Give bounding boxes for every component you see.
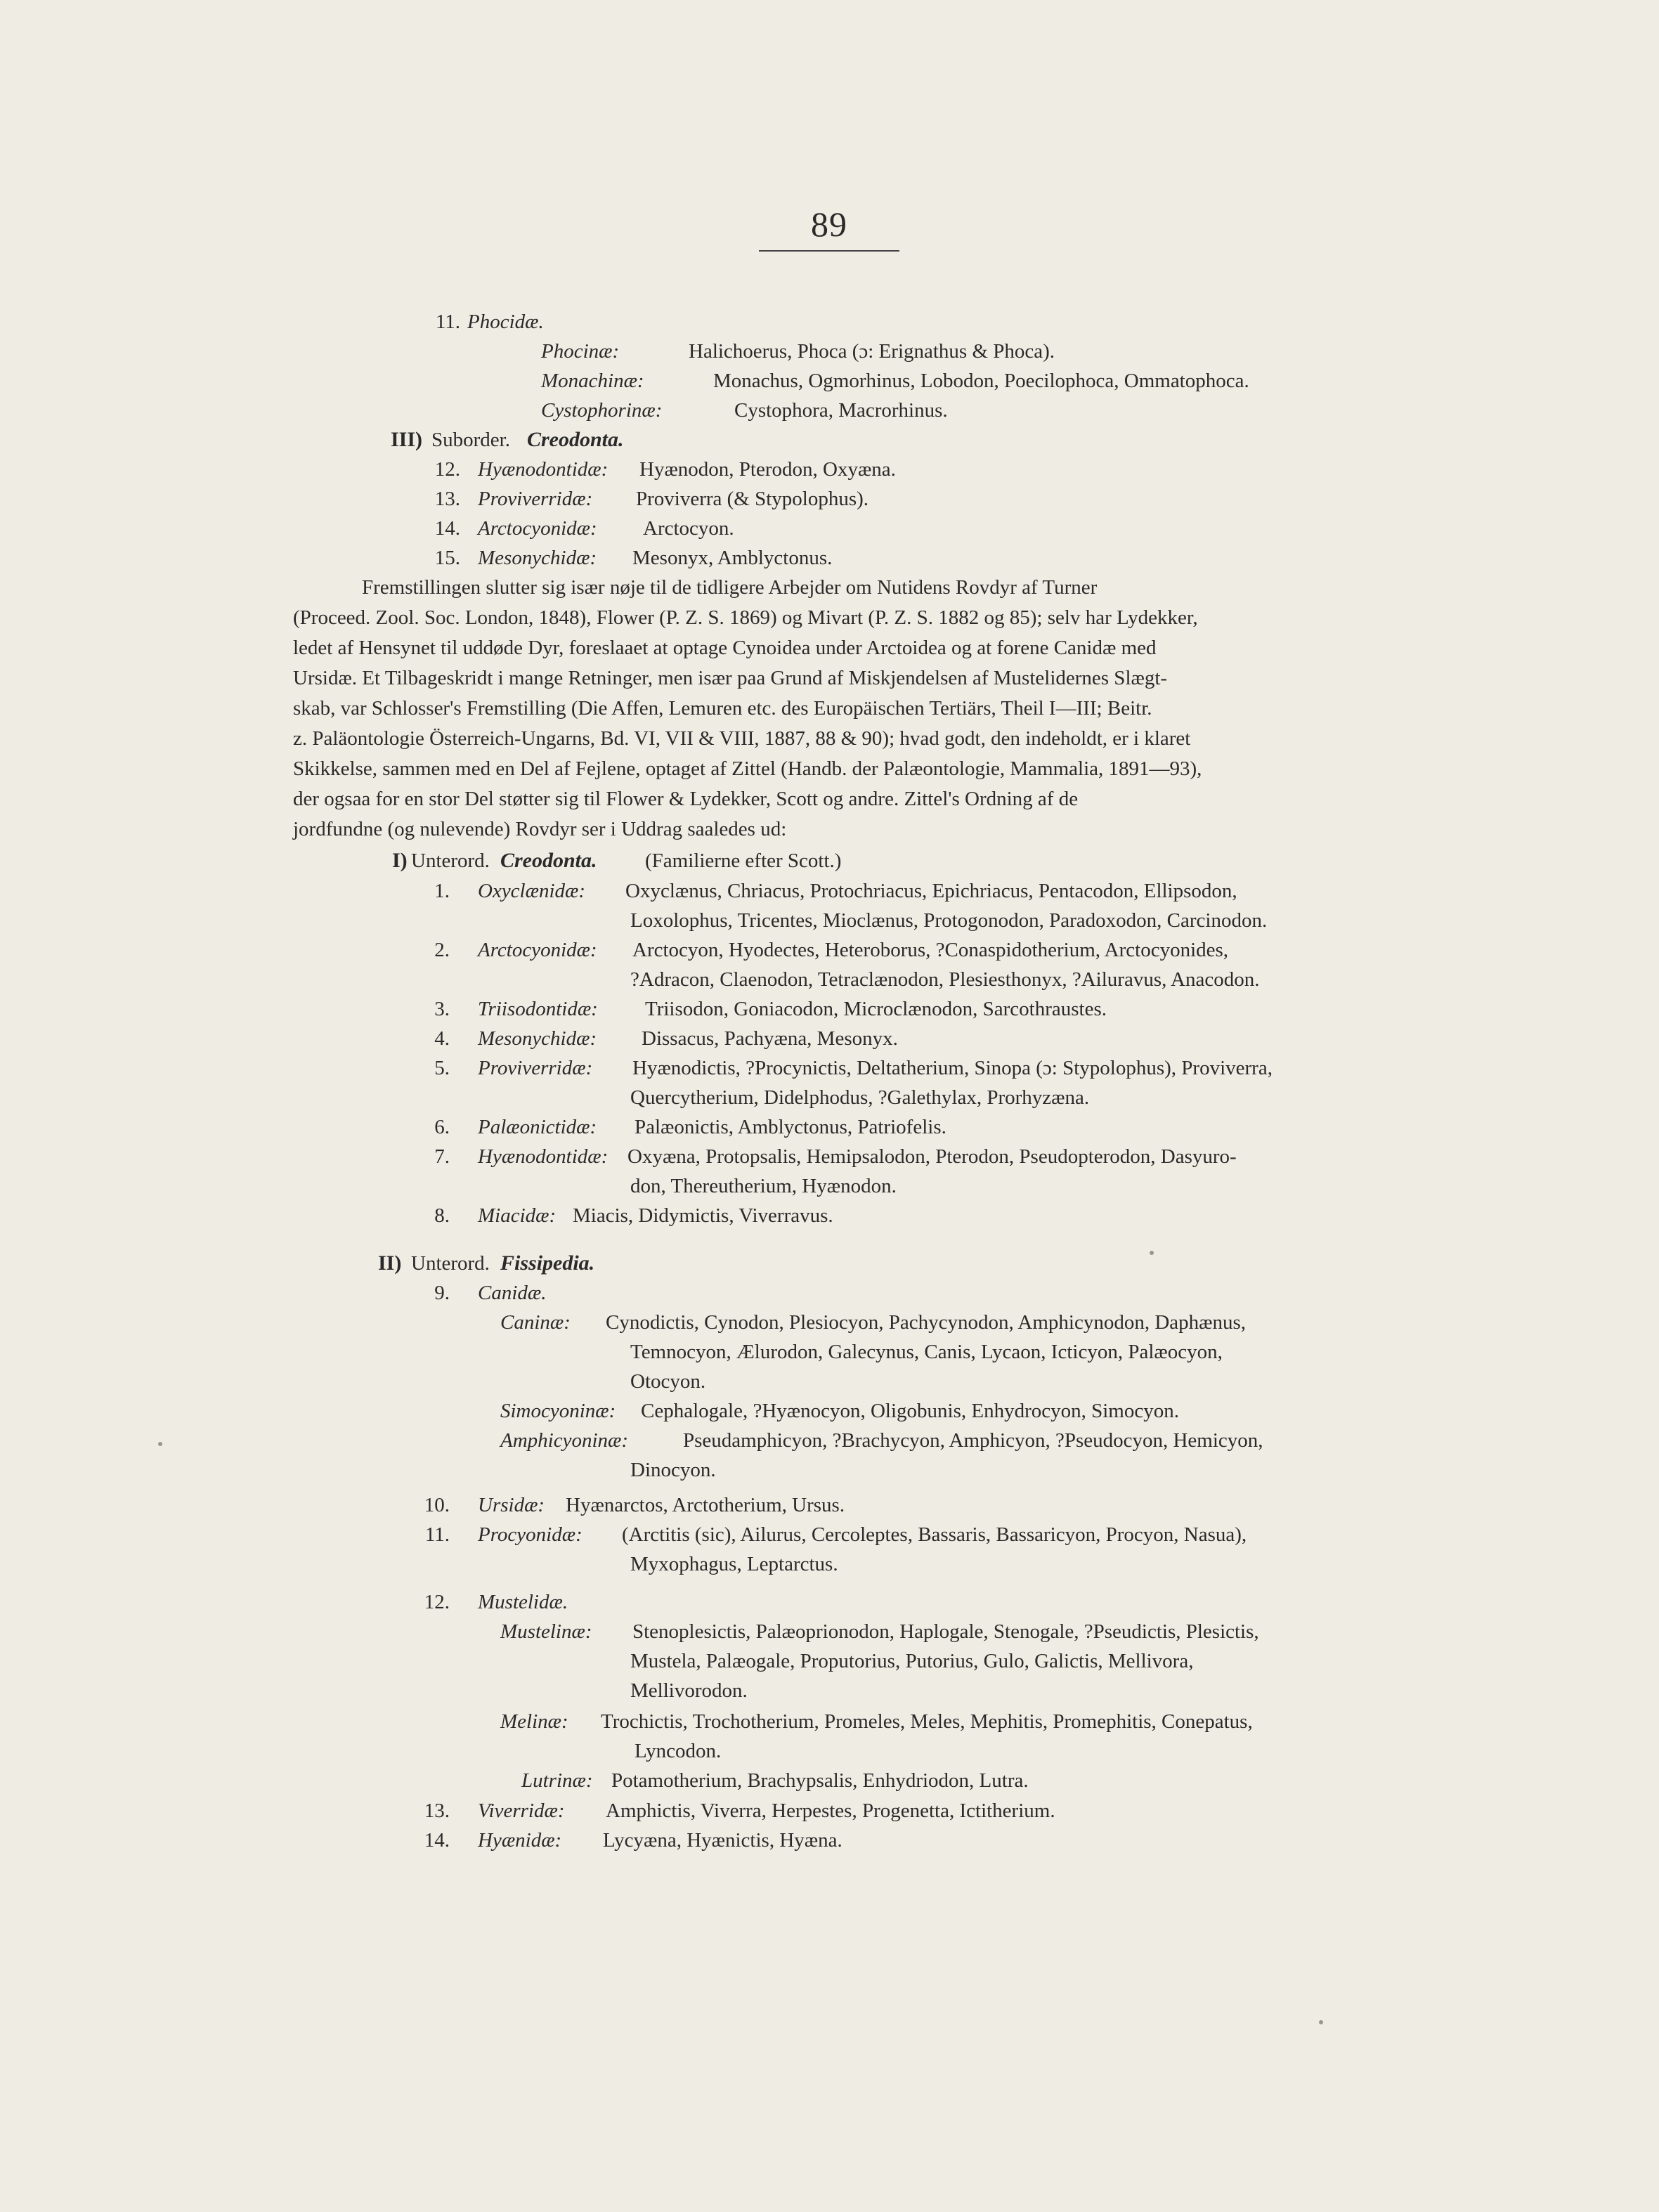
family-name: Mesonychidæ: xyxy=(478,547,597,569)
item-number: 6. xyxy=(434,1116,450,1138)
item-number: 3. xyxy=(434,998,450,1020)
genera-line: Cynodictis, Cynodon, Plesiocyon, Pachycynodon, Amphicynodon, Daphænus, xyxy=(606,1311,1247,1334)
genera-line: Quercytherium, Didelphodus, ?Galethylax, Prorhyzæna. xyxy=(630,1086,1090,1109)
family-name: Hyænodontidæ: xyxy=(478,1145,609,1168)
scan-speck xyxy=(158,1442,162,1446)
family-name: Ursidæ: xyxy=(478,1494,545,1516)
family-name: Phocidæ. xyxy=(467,311,544,333)
genera-line: Cephalogale, ?Hyænocyon, Oligobunis, Enhydrocyon, Simocyon. xyxy=(641,1400,1179,1422)
item-number: 15. xyxy=(434,547,460,569)
unterord-mark: II) xyxy=(378,1251,402,1275)
genera-line: Trochictis, Trochotherium, Promeles, Meles, Mephitis, Promephitis, Conepatus, xyxy=(601,1710,1253,1733)
subfamily-name: Caninæ: xyxy=(500,1311,571,1334)
item-number: 12. xyxy=(424,1591,450,1613)
genera-line: (Arctitis (sic), Ailurus, Cercoleptes, Bassaris, Bassaricyon, Procyon, Nasua), xyxy=(622,1523,1247,1546)
family-name: Arctocyonidæ: xyxy=(478,517,597,540)
genera-line: Mellivorodon. xyxy=(630,1679,748,1702)
item-number: 2. xyxy=(434,939,450,961)
paragraph-line: jordfundne (og nulevende) Rovdyr ser i Uddrag saaledes ud: xyxy=(293,818,787,840)
subfamily-name: Cystophorinæ: xyxy=(541,399,663,422)
unterord-name: Fissipedia. xyxy=(500,1251,595,1275)
genera-list: Mesonyx, Amblyctonus. xyxy=(632,547,833,569)
suborder-label: Suborder. xyxy=(431,429,510,451)
genera-list: Cystophora, Macrorhinus. xyxy=(734,399,948,422)
item-number: 7. xyxy=(434,1145,450,1168)
genera-line: Lyncodon. xyxy=(635,1740,722,1762)
genera-line: don, Thereutherium, Hyænodon. xyxy=(630,1175,897,1197)
subfamily-name: Mustelinæ: xyxy=(500,1620,592,1643)
paragraph-line: z. Paläontologie Österreich-Ungarns, Bd. VI, VII & VIII, 1887, 88 & 90); hvad godt, den indeholdt, er i klaret xyxy=(293,727,1191,750)
genera-line: Stenoplesictis, Palæoprionodon, Haplogale, Stenogale, ?Pseudictis, Plesictis, xyxy=(632,1620,1259,1643)
item-number: 10. xyxy=(424,1494,450,1516)
item-number: 11. xyxy=(424,1523,450,1546)
item-number: 8. xyxy=(434,1204,450,1227)
unterord-label: Unterord. xyxy=(411,1252,490,1275)
genera-line: Pseudamphicyon, ?Brachycyon, Amphicyon, ?Pseudocyon, Hemicyon, xyxy=(683,1429,1263,1452)
genera-line: Dinocyon. xyxy=(630,1459,716,1481)
family-name: Arctocyonidæ: xyxy=(478,939,597,961)
page-number: 89 xyxy=(811,204,847,244)
family-name: Miacidæ: xyxy=(478,1204,557,1227)
paragraph-line: skab, var Schlosser's Fremstilling (Die Affen, Lemuren etc. des Europäischen Tertiärs, Theil I—III; Beitr. xyxy=(293,697,1152,720)
item-number: 13. xyxy=(434,488,460,510)
paragraph-line: (Proceed. Zool. Soc. London, 1848), Flower (P. Z. S. 1869) og Mivart (P. Z. S. 1882 og 85); selv har Lydekker, xyxy=(293,606,1198,629)
item-number: 12. xyxy=(434,458,460,481)
genera-line: Lycyæna, Hyænictis, Hyæna. xyxy=(603,1829,842,1852)
subfamily-name: Phocinæ: xyxy=(541,340,620,363)
family-name: Mesonychidæ: xyxy=(478,1027,597,1050)
scan-speck xyxy=(1150,1251,1154,1255)
genera-line: Miacis, Didymictis, Viverravus. xyxy=(573,1204,833,1227)
family-name: Viverridæ: xyxy=(478,1800,565,1822)
paragraph-line: Ursidæ. Et Tilbageskridt i mange Retninger, men især paa Grund af Miskjendelsen af Mustelidernes Slægt- xyxy=(293,667,1168,689)
item-number: 5. xyxy=(434,1057,450,1079)
scan-speck xyxy=(1319,2020,1323,2024)
subfamily-name: Melinæ: xyxy=(500,1710,568,1733)
paragraph-line: ledet af Hensynet til uddøde Dyr, foreslaaet at optage Cynoidea under Arctoidea og at forene Canidæ med xyxy=(293,637,1157,659)
page-number-rule xyxy=(759,250,899,252)
item-number: 4. xyxy=(434,1027,450,1050)
genera-line: Hyænarctos, Arctotherium, Ursus. xyxy=(566,1494,845,1516)
item-number: 1. xyxy=(434,880,450,902)
genera-line: Loxolophus, Tricentes, Mioclænus, Protogonodon, Paradoxodon, Carcinodon. xyxy=(630,909,1268,932)
genera-line: Triisodon, Goniacodon, Microclænodon, Sarcothraustes. xyxy=(645,998,1107,1020)
genera-line: Potamotherium, Brachypsalis, Enhydriodon, Lutra. xyxy=(611,1769,1029,1792)
item-number: 11. xyxy=(435,311,460,333)
family-name: Mustelidæ. xyxy=(478,1591,568,1613)
paragraph-line: Skikkelse, sammen med en Del af Fejlene, optaget af Zittel (Handb. der Palæontologie, Mammalia, 1891—93), xyxy=(293,757,1202,780)
genera-list: Proviverra (& Stypolophus). xyxy=(636,488,869,510)
genera-line: Amphictis, Viverra, Herpestes, Progenetta, Ictitherium. xyxy=(606,1800,1055,1822)
genera-line: Oxyæna, Protopsalis, Hemipsalodon, Pterodon, Pseudopterodon, Dasyuro- xyxy=(627,1145,1237,1168)
genera-line: Oxyclænus, Chriacus, Protochriacus, Epichriacus, Pentacodon, Ellipsodon, xyxy=(625,880,1237,902)
family-name: Hyænodontidæ: xyxy=(478,458,609,481)
family-name: Canidæ. xyxy=(478,1282,547,1304)
item-number: 9. xyxy=(434,1282,450,1304)
genera-line: ?Adracon, Claenodon, Tetraclænodon, Plesiesthonyx, ?Ailuravus, Anacodon. xyxy=(630,968,1260,991)
family-name: Hyænidæ: xyxy=(478,1829,562,1852)
subfamily-name: Monachinæ: xyxy=(541,370,644,392)
family-name: Palæonictidæ: xyxy=(478,1116,597,1138)
unterord-note: (Familierne efter Scott.) xyxy=(645,850,842,872)
paragraph-line: der ogsaa for en stor Del støtter sig til Flower & Lydekker, Scott og andre. Zittel's Ordning af de xyxy=(293,788,1079,810)
unterord-label: Unterord. xyxy=(411,850,490,872)
family-name: Oxyclænidæ: xyxy=(478,880,586,902)
item-number: 14. xyxy=(424,1829,450,1852)
genera-list: Arctocyon. xyxy=(643,517,734,540)
genera-line: Hyænodictis, ?Procynictis, Deltatherium, Sinopa (ɔ: Stypolophus), Proviverra, xyxy=(632,1057,1273,1079)
genera-line: Temnocyon, Ælurodon, Galecynus, Canis, Lycaon, Icticyon, Palæocyon, xyxy=(630,1341,1223,1363)
unterord-mark: I) xyxy=(392,849,408,872)
item-number: 13. xyxy=(424,1800,450,1822)
subfamily-name: Simocyoninæ: xyxy=(500,1400,616,1422)
unterord-name: Creodonta. xyxy=(500,849,597,872)
item-number: 14. xyxy=(434,517,460,540)
family-name: Procyonidæ: xyxy=(478,1523,583,1546)
genera-line: Otocyon. xyxy=(630,1370,706,1393)
genera-line: Dissacus, Pachyæna, Mesonyx. xyxy=(642,1027,898,1050)
genera-line: Arctocyon, Hyodectes, Heteroborus, ?Conaspidotherium, Arctocyonides, xyxy=(632,939,1229,961)
genera-line: Myxophagus, Leptarctus. xyxy=(630,1553,838,1575)
subfamily-name: Lutrinæ: xyxy=(521,1769,593,1792)
family-name: Proviverridæ: xyxy=(478,1057,593,1079)
subfamily-name: Amphicyoninæ: xyxy=(500,1429,629,1452)
family-name: Triisodontidæ: xyxy=(478,998,598,1020)
genera-list: Halichoerus, Phoca (ɔ: Erignathus & Phoca). xyxy=(689,340,1055,363)
family-name: Proviverridæ: xyxy=(478,488,593,510)
paragraph-line: Fremstillingen slutter sig især nøje til de tidligere Arbejder om Nutidens Rovdyr af Turner xyxy=(362,576,1098,599)
genera-list: Monachus, Ogmorhinus, Lobodon, Poecilophoca, Ommatophoca. xyxy=(713,370,1249,392)
genera-list: Hyænodon, Pterodon, Oxyæna. xyxy=(639,458,896,481)
suborder-name: Creodonta. xyxy=(527,428,624,451)
suborder-mark: III) xyxy=(391,428,423,451)
genera-line: Mustela, Palæogale, Proputorius, Putorius, Gulo, Galictis, Mellivora, xyxy=(630,1650,1194,1672)
genera-line: Palæonictis, Amblyctonus, Patriofelis. xyxy=(635,1116,946,1138)
